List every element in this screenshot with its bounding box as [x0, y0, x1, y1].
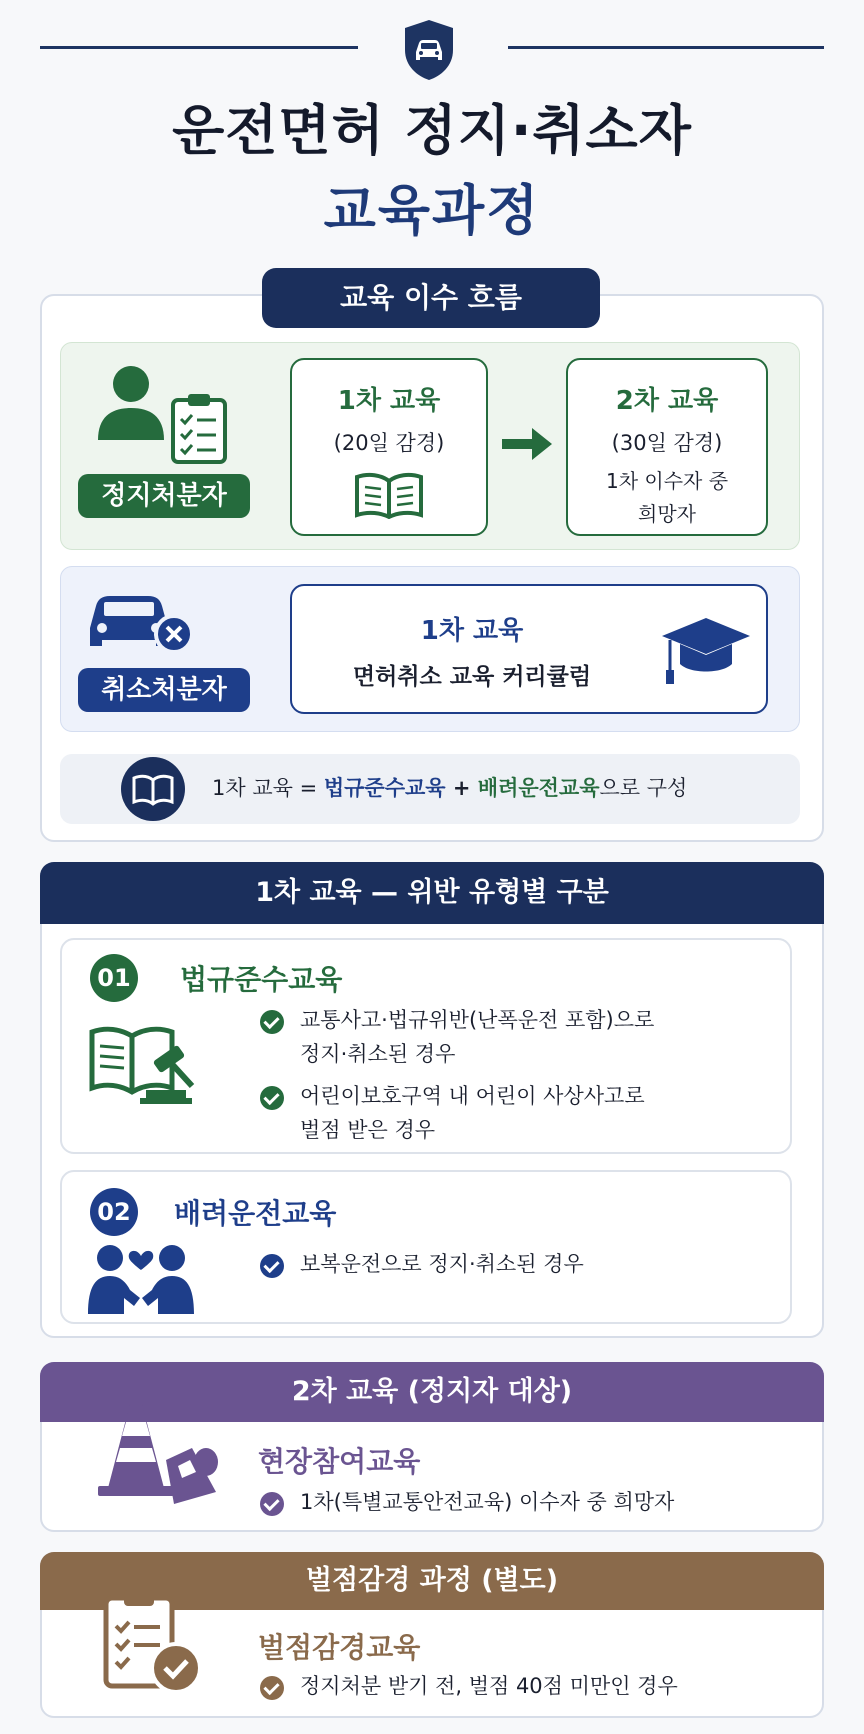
flow-pill: 교육 이수 흐름	[262, 268, 600, 328]
book-icon	[120, 756, 186, 822]
violation-item-02-point1: 보복운전으로 정지·취소된 경우	[300, 1252, 584, 1276]
graduation-cap-icon	[660, 614, 752, 690]
composition-prefix: 1차 교육 =	[212, 776, 324, 800]
second-education-header: 2차 교육 (정지자 대상)	[40, 1362, 824, 1422]
check-icon	[260, 1086, 284, 1110]
page-title-line1: 운전면허 정지·취소자	[172, 99, 692, 162]
second-education-point: 1차(특별교통안전교육) 이수자 중 희망자	[300, 1490, 675, 1514]
violation-item-01-point2-line2: 벌점 받은 경우	[300, 1118, 436, 1142]
person-icon	[94, 364, 168, 442]
composition-part2: 배려운전교육	[477, 776, 600, 800]
penalty-item-title: 벌점감경교육	[258, 1631, 421, 1664]
check-icon	[260, 1492, 284, 1516]
check-icon	[260, 1254, 284, 1278]
car-cancel-icon	[86, 584, 198, 656]
composition-part1: 법규준수교육	[323, 776, 446, 800]
composition-text	[212, 772, 687, 802]
check-icon	[260, 1010, 284, 1034]
page-title-line2: 교육과정	[323, 179, 541, 242]
composition-plus: +	[445, 776, 478, 800]
first-education-sub: (20일 감경)	[333, 431, 445, 455]
violation-item-02-title: 배려운전교육	[174, 1197, 337, 1230]
traffic-cone-icon	[96, 1400, 220, 1510]
revocation-education-sub: 면허취소 교육 커리큘럼	[352, 664, 592, 690]
violation-item-01-title: 법규준수교육	[180, 963, 343, 996]
second-education-sub: (30일 감경)	[611, 431, 723, 455]
law-book-gavel-icon	[88, 1024, 200, 1106]
first-education-box	[290, 358, 488, 536]
revocation-education-title: 1차 교육	[420, 616, 524, 646]
penalty-header: 벌점감경 과정 (별도)	[40, 1552, 824, 1610]
violation-item-01-point1-line2: 정지·취소된 경우	[300, 1042, 456, 1066]
clipboard-check-icon	[100, 1586, 204, 1696]
violation-header: 1차 교육 — 위반 유형별 구분	[40, 862, 824, 924]
arrow-right-icon	[500, 426, 554, 462]
violation-item-01-point1-line1: 교통사고·법규위반(난폭운전 포함)으로	[300, 1008, 655, 1032]
second-education-title: 2차 교육	[615, 386, 719, 416]
first-education-title: 1차 교육	[337, 386, 441, 416]
shield-car-icon	[401, 18, 457, 82]
suspension-tag: 정지처분자	[78, 474, 250, 518]
number-badge-02: 02	[90, 1188, 138, 1236]
number-badge-01: 01	[90, 954, 138, 1002]
open-book-icon	[353, 471, 425, 519]
checklist-icon	[170, 392, 228, 464]
revocation-tag: 취소처분자	[78, 668, 250, 712]
second-education-box	[566, 358, 768, 536]
revocation-education-box	[290, 584, 768, 714]
header-rule-left	[40, 46, 358, 49]
penalty-point: 정지처분 받기 전, 벌점 40점 미만인 경우	[300, 1674, 678, 1698]
header-rule-right	[508, 46, 824, 49]
second-education-item-title: 현장참여교육	[258, 1445, 421, 1478]
second-education-note2: 희망자	[638, 502, 696, 526]
composition-suffix: 으로 구성	[599, 776, 688, 800]
people-heart-icon	[86, 1240, 196, 1316]
check-icon	[260, 1676, 284, 1700]
violation-item-01-point2-line1: 어린이보호구역 내 어린이 사상사고로	[300, 1084, 645, 1108]
second-education-note1: 1차 이수자 중	[605, 469, 729, 493]
